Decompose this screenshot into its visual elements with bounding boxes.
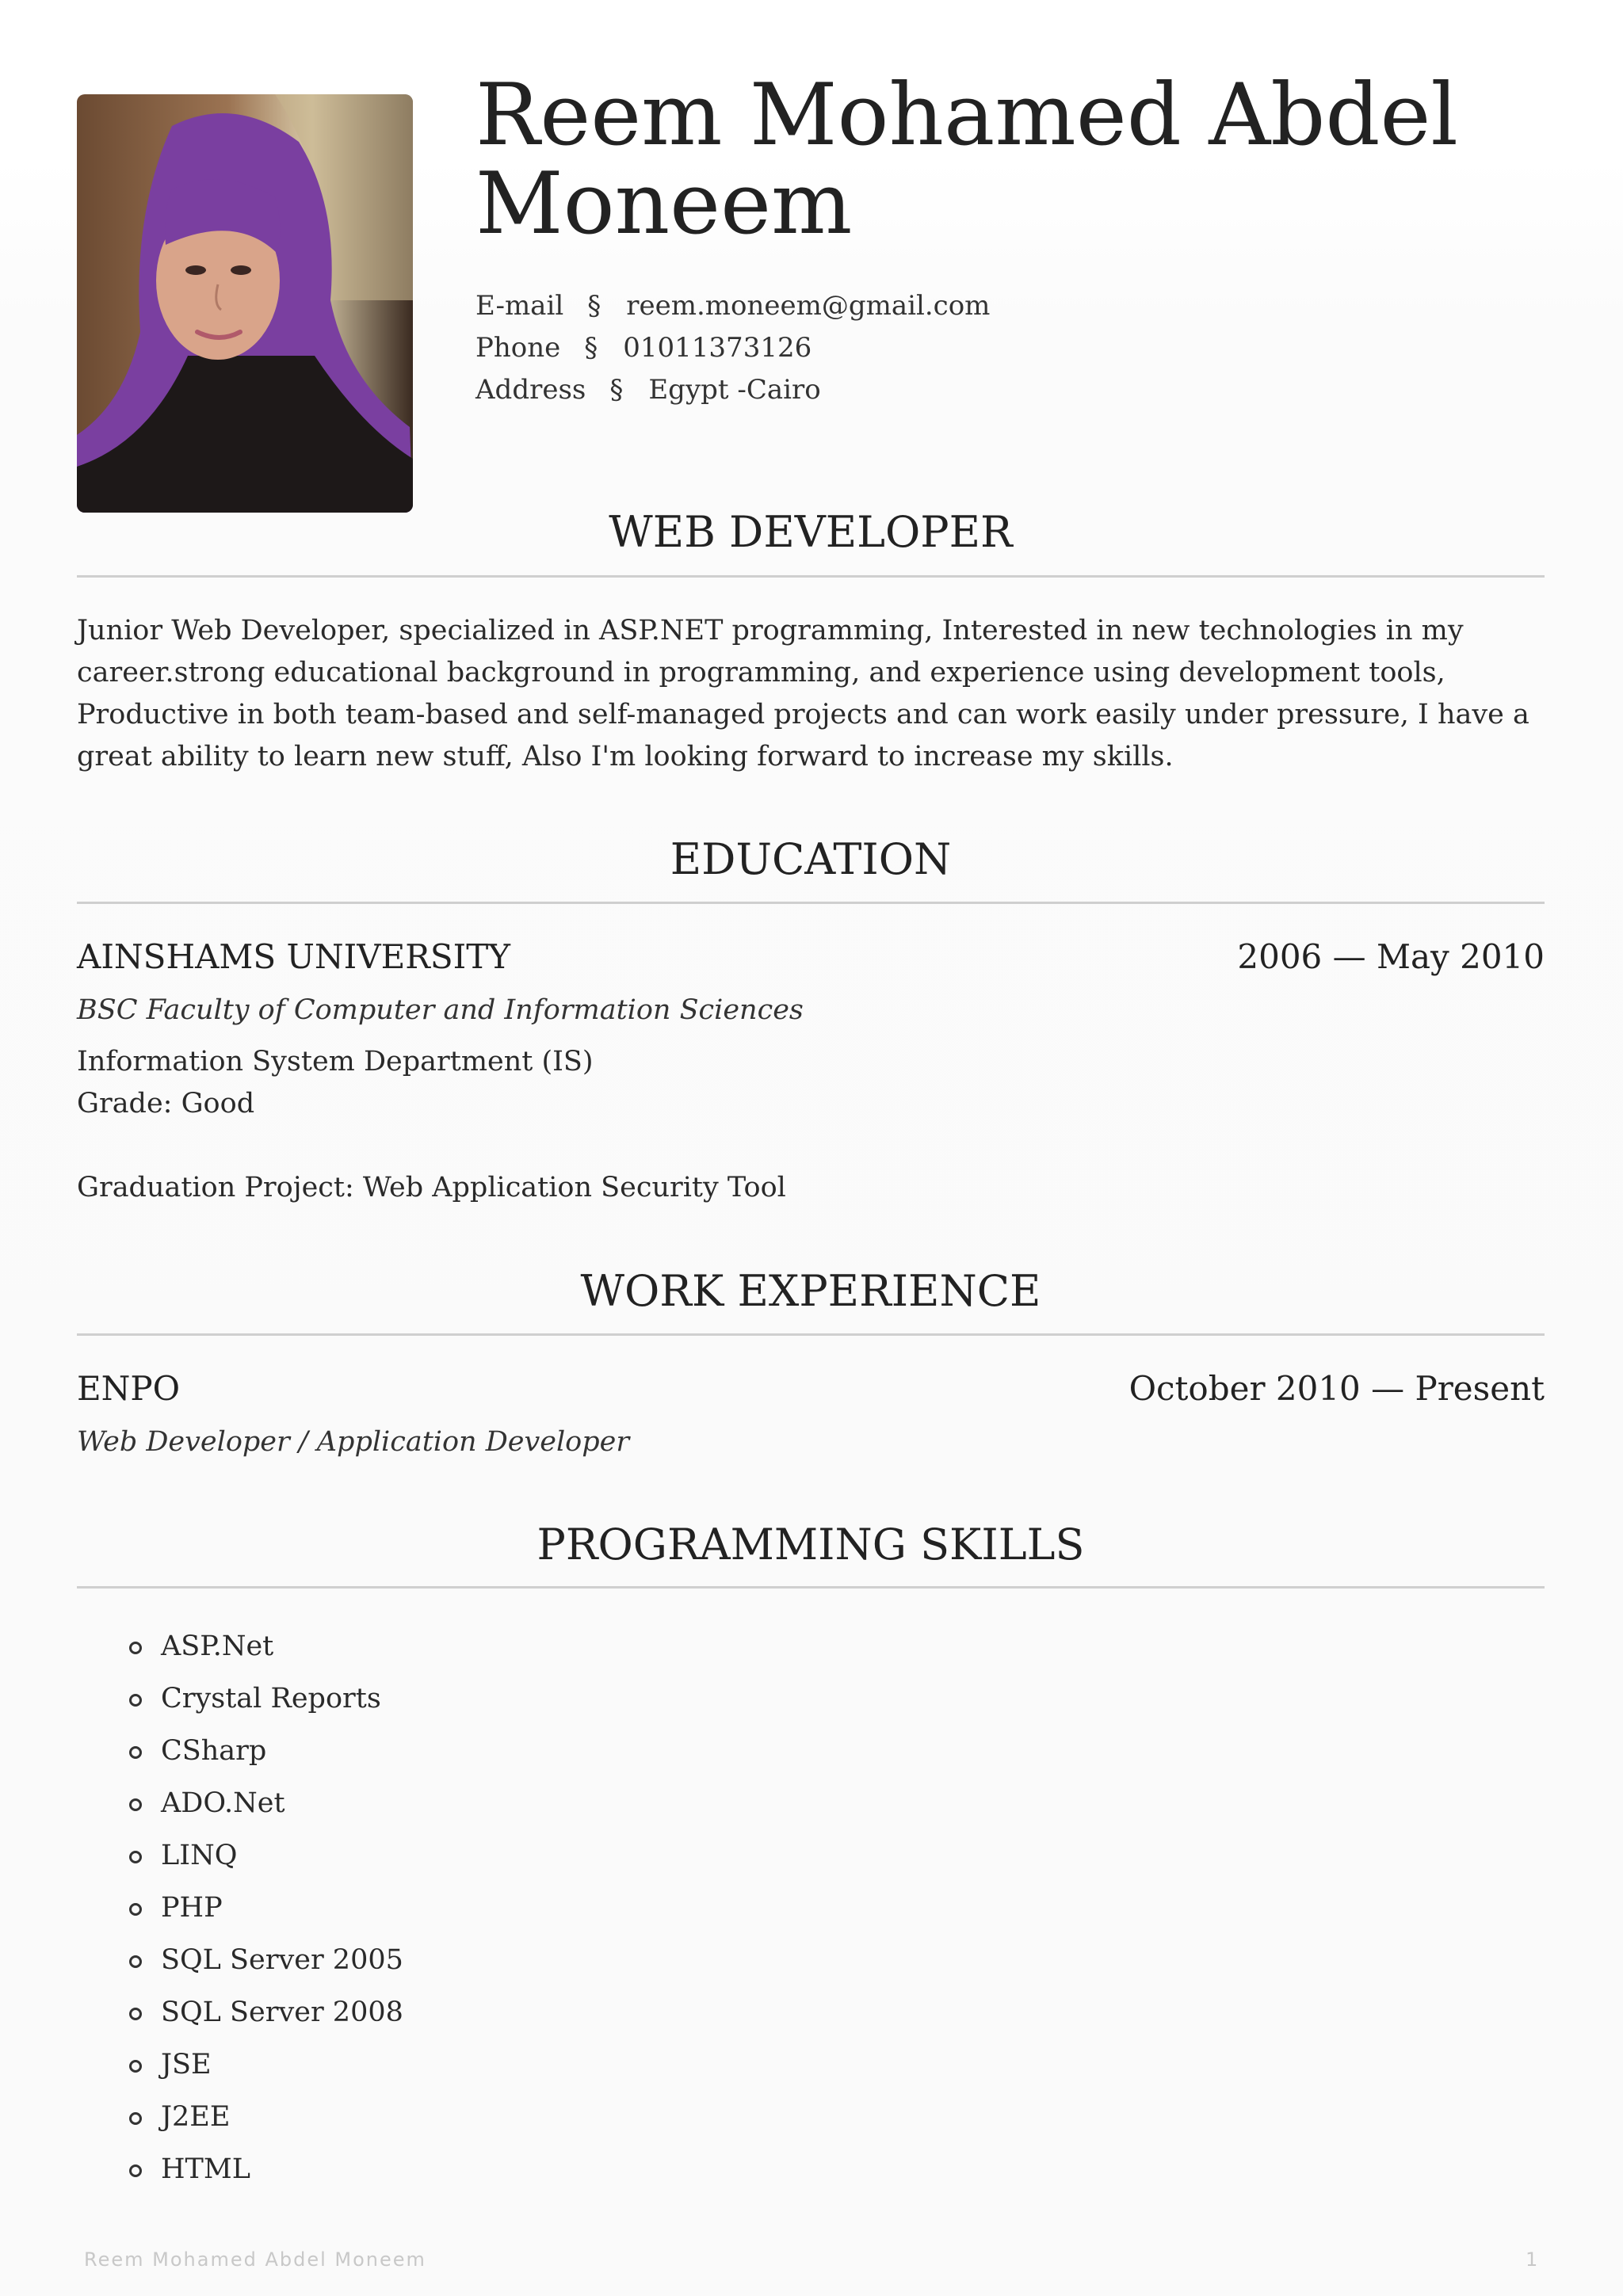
phone-label: Phone (475, 332, 561, 364)
skill-label: Crystal Reports (161, 1683, 381, 1714)
list-item (77, 1620, 403, 1672)
list-item (77, 1882, 403, 1934)
work-dates: October 2010 — Present (1128, 1369, 1545, 1408)
email-label: E-mail (475, 290, 564, 322)
summary-text: Junior Web Developer, specialized in ASP.NET programming, Interested in new technologies in my career.strong educational background in programming, and experience using development tools, Productive in both team-based and self-managed projects and can work easily under pressure, I have a great ability to learn new stuff, Also I'm looking forward to increase my skills. (77, 615, 1529, 772)
contact-email-row (475, 285, 990, 327)
section-divider (77, 575, 1545, 578)
skill-label: ASP.Net (161, 1630, 274, 1662)
list-item (77, 1986, 403, 2039)
circle-bullet-icon (129, 1694, 142, 1707)
summary-heading: WEB DEVELOPER (609, 507, 1013, 557)
skills-list (77, 1620, 403, 2195)
circle-bullet-icon (129, 1851, 142, 1863)
section-sign-icon: § (587, 290, 601, 322)
list-item (77, 2039, 403, 2091)
skill-label: PHP (161, 1892, 223, 1924)
address-label: Address (475, 374, 586, 406)
circle-bullet-icon (129, 2060, 142, 2073)
education-entry-header (77, 937, 1545, 977)
work-heading: WORK EXPERIENCE (580, 1266, 1041, 1316)
skill-label: CSharp (161, 1735, 267, 1767)
skill-label: LINQ (161, 1840, 238, 1871)
list-item (77, 2143, 403, 2195)
education-degree: BSC Faculty of Computer and Information Sciences (77, 994, 804, 1026)
section-sign-icon: § (584, 332, 598, 364)
education-dates: 2006 — May 2010 (1237, 937, 1545, 976)
contact-info (475, 285, 990, 411)
list-item (77, 1672, 403, 1725)
email-value[interactable]: reem.moneem@gmail.com (626, 290, 991, 322)
list-item (77, 1934, 403, 1986)
footer-name: Reem Mohamed Abdel Moneem (84, 2248, 426, 2271)
skill-label: SQL Server 2005 (161, 1944, 403, 1976)
circle-bullet-icon (129, 1642, 142, 1654)
circle-bullet-icon (129, 1903, 142, 1916)
circle-bullet-icon (129, 2164, 142, 2177)
profile-photo-image (77, 94, 413, 513)
section-divider (77, 1333, 1545, 1336)
circle-bullet-icon (129, 1955, 142, 1968)
education-department: Information System Department (IS) (77, 1046, 594, 1077)
skill-label: JSE (161, 2049, 212, 2081)
skills-heading: PROGRAMMING SKILLS (537, 1520, 1085, 1569)
contact-address-row (475, 369, 990, 411)
education-heading: EDUCATION (670, 834, 952, 884)
page-number: 1 (1526, 2248, 1538, 2271)
circle-bullet-icon (129, 1746, 142, 1759)
list-item (77, 2091, 403, 2143)
skill-label: J2EE (161, 2101, 231, 2133)
list-item (77, 1829, 403, 1882)
skill-label: ADO.Net (161, 1787, 285, 1819)
work-company: ENPO (77, 1369, 181, 1408)
work-entry-header (77, 1369, 1545, 1409)
circle-bullet-icon (129, 2112, 142, 2125)
work-role: Web Developer / Application Developer (77, 1426, 630, 1458)
candidate-name: Reem Mohamed Abdel Moneem (475, 66, 1458, 254)
education-institution: AINSHAMS UNIVERSITY (77, 937, 510, 976)
section-divider (77, 902, 1545, 904)
phone-value[interactable]: 01011373126 (623, 332, 812, 364)
section-divider (77, 1586, 1545, 1589)
profile-photo (77, 94, 413, 513)
list-item (77, 1777, 403, 1829)
circle-bullet-icon (129, 1798, 142, 1811)
section-sign-icon: § (609, 374, 624, 406)
education-project: Graduation Project: Web Application Security Tool (77, 1172, 786, 1203)
skill-label: HTML (161, 2153, 250, 2185)
list-item (77, 1725, 403, 1777)
address-value: Egypt -Cairo (648, 374, 821, 406)
skill-label: SQL Server 2008 (161, 1997, 403, 2028)
contact-phone-row (475, 327, 990, 369)
circle-bullet-icon (129, 2008, 142, 2020)
education-grade: Grade: Good (77, 1088, 255, 1119)
